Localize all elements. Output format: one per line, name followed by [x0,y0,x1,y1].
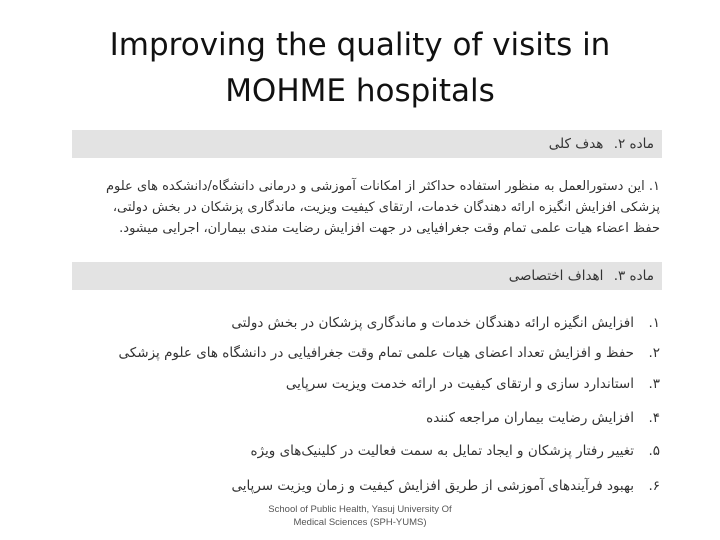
list-item-text: بهبود فرآیندهای آموزشی از طریق افزایش کیفیت و زمان ویزیت سرپایی [231,478,634,494]
list-item-number: ۳. [648,376,660,392]
list-item-text: حفظ و افزایش تعداد اعضای هیات علمی تمام وقت جغرافیایی در دانشگاه های علوم پزشکی [118,345,634,361]
slide-title [0,22,720,114]
footer-credit [240,503,480,529]
list-item [72,374,660,394]
list-item [72,343,660,363]
list-item-text: تغییر رفتار پزشکان و ایجاد تمایل به سمت فعالیت در کلینیک‌های ویژه [250,443,634,459]
list-item-text: افزایش رضایت بیماران مراجعه کننده [426,410,634,426]
footer-line-2: Medical Sciences (SPH-YUMS) [293,517,427,528]
paragraph-line: پزشکی افزایش انگیزه ارائه دهندگان خدمات، ارتقای کیفیت ویزیت، ماندگاری پزشکان در بخش دولتی، [112,200,660,215]
list-item [72,441,660,461]
article-2-heading: هدف کلی [548,136,604,152]
paragraph-number: ۱. [648,179,660,194]
list-item-number: ۲. [648,345,660,361]
article-2-heading-band [72,130,662,158]
article-2-number: ماده ۲. [613,136,654,152]
article-3-number: ماده ۳. [613,268,654,284]
list-item [72,476,660,496]
list-item-text: استاندارد سازی و ارتقای کیفیت در ارائه خدمت ویزیت سرپایی [285,376,634,392]
list-item-number: ۴. [648,410,660,426]
footer-line-1: School of Public Health, Yasuj University Of [268,504,452,515]
paragraph-line: حفظ اعضاء هیات علمی تمام وقت جغرافیایی در جهت افزایش رضایت مندی بیماران، اجرایی میشود. [119,221,660,236]
list-item-number: ۶. [648,478,660,494]
list-item-number: ۵. [648,443,660,459]
article-3-heading-band [72,262,662,290]
list-item [72,408,660,428]
list-item [72,313,660,333]
paragraph-line: ۱. این دستورالعمل به منظور استفاده حداکثر از امکانات آموزشی و درمانی دانشگاه/دانشکده های علوم [105,179,660,194]
slide-title-line-2: MOHME hospitals [225,73,495,109]
article-3-heading: اهداف اختصاصی [508,268,604,284]
article-2-paragraph [72,176,660,239]
list-item-number: ۱. [648,315,660,331]
slide-title-line-1: Improving the quality of visits in [109,27,611,63]
list-item-text: افزایش انگیزه ارائه دهندگان خدمات و ماندگاری پزشکان در بخش دولتی [231,315,634,331]
